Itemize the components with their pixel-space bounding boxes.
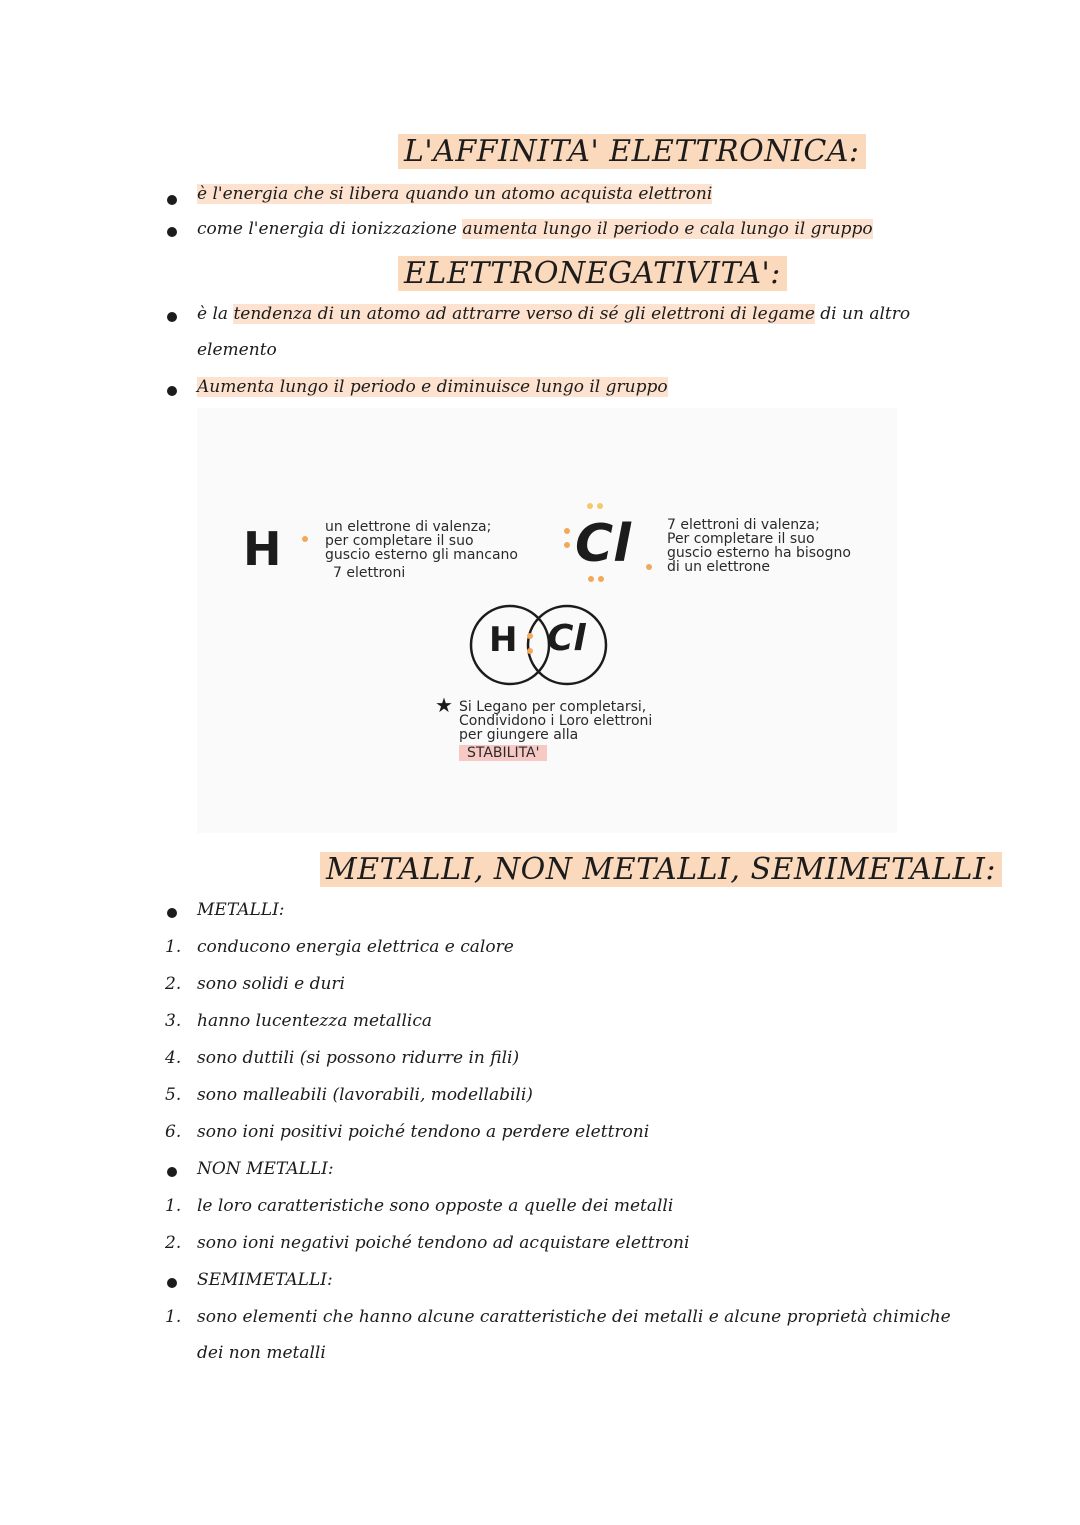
metals-label: METALLI: bbox=[197, 900, 285, 920]
cl-atom-symbol: Cl bbox=[575, 514, 631, 574]
bullet-dot bbox=[167, 1167, 177, 1177]
h-note bbox=[325, 520, 518, 580]
electron-dot bbox=[587, 503, 593, 509]
text-plain: come l'energia di ionizzazione bbox=[197, 219, 463, 239]
affinita-title: L'AFFINITA' ELETTRONICA: bbox=[398, 134, 866, 169]
note-line: 7 elettroni di valenza; bbox=[667, 517, 820, 533]
list-number: 3. bbox=[165, 1011, 182, 1031]
affinita-bullet-2 bbox=[197, 219, 873, 239]
bond-note bbox=[459, 700, 652, 761]
list-number: 4. bbox=[165, 1048, 182, 1068]
affinita-bullet-1 bbox=[197, 184, 712, 204]
elettronegativita-bullet-1 bbox=[197, 304, 910, 324]
metalli-title: METALLI, NON METALLI, SEMIMETALLI: bbox=[320, 852, 1002, 887]
semimetals-label: SEMIMETALLI: bbox=[197, 1270, 333, 1290]
list-number: 2. bbox=[165, 1233, 182, 1253]
hcl-bond-diagram bbox=[197, 408, 897, 833]
text-plain: è la bbox=[197, 304, 234, 324]
list-number: 1. bbox=[165, 1307, 182, 1327]
list-item: sono ioni negativi poiché tendono ad acquistare elettroni bbox=[197, 1233, 690, 1253]
elettronegativita-title: ELETTRONEGATIVITA': bbox=[398, 256, 787, 291]
electron-dot bbox=[588, 576, 594, 582]
bullet-dot bbox=[167, 1278, 177, 1288]
bullet-dot bbox=[167, 227, 177, 237]
bond-circles bbox=[465, 600, 615, 690]
stability-label: STABILITA' bbox=[459, 745, 547, 761]
note-line: 7 elettroni bbox=[333, 565, 406, 581]
h-atom-symbol: H bbox=[243, 522, 282, 576]
list-number: 2. bbox=[165, 974, 182, 994]
note-line: di un elettrone bbox=[667, 559, 771, 575]
list-item: sono ioni positivi poiché tendono a perdere elettroni bbox=[197, 1122, 650, 1142]
electron-dot bbox=[564, 542, 570, 548]
list-number: 1. bbox=[165, 1196, 182, 1216]
text-highlight: Aumenta lungo il periodo e diminuisce lungo il gruppo bbox=[197, 377, 668, 397]
list-number: 5. bbox=[165, 1085, 182, 1105]
bullet-dot bbox=[167, 195, 177, 205]
electron-dot bbox=[598, 576, 604, 582]
list-item: sono malleabili (lavorabili, modellabili) bbox=[197, 1085, 533, 1105]
note-line: Per completare il suo bbox=[667, 531, 815, 547]
list-item: le loro caratteristiche sono opposte a quelle dei metalli bbox=[197, 1196, 674, 1216]
elettronegativita-bullet-1-cont: elemento bbox=[197, 340, 277, 360]
note-line: Condividono i Loro elettroni bbox=[459, 713, 653, 729]
text-highlight: tendenza di un atomo ad attrarre verso di sé gli elettroni di legame bbox=[233, 304, 815, 324]
electron-dot bbox=[564, 528, 570, 534]
text-plain: di un altro bbox=[814, 304, 911, 324]
electron-dot bbox=[597, 503, 603, 509]
list-number: 6. bbox=[165, 1122, 182, 1142]
note-line: un elettrone di valenza; bbox=[325, 519, 492, 535]
list-item: sono elementi che hanno alcune caratteristiche dei metalli e alcune proprietà chimiche bbox=[197, 1307, 951, 1327]
list-item: hanno lucentezza metallica bbox=[197, 1011, 432, 1031]
list-item-cont: dei non metalli bbox=[197, 1343, 326, 1363]
shared-electron-dot bbox=[527, 633, 533, 639]
nonmetals-label: NON METALLI: bbox=[197, 1159, 334, 1179]
shared-electron-dot bbox=[527, 648, 533, 654]
note-line: guscio esterno gli mancano bbox=[325, 547, 518, 563]
bond-h-symbol: H bbox=[489, 620, 518, 660]
bullet-dot bbox=[167, 908, 177, 918]
note-line: Si Legano per completarsi, bbox=[459, 699, 647, 715]
valence-electron-dot bbox=[646, 564, 652, 570]
text-highlight: è l'energia che si libera quando un atomo acquista elettroni bbox=[197, 184, 713, 204]
text-highlight: aumenta lungo il periodo e cala lungo il gruppo bbox=[462, 219, 873, 239]
list-item: sono duttili (si possono ridurre in fili) bbox=[197, 1048, 520, 1068]
bullet-dot bbox=[167, 386, 177, 396]
note-line: guscio esterno ha bisogno bbox=[667, 545, 851, 561]
note-line: per giungere alla bbox=[459, 727, 579, 743]
bond-cl-symbol: Cl bbox=[547, 618, 586, 659]
cl-note bbox=[667, 518, 851, 574]
star-icon: ★ bbox=[435, 693, 453, 717]
valence-electron-dot bbox=[302, 536, 308, 542]
elettronegativita-bullet-2 bbox=[197, 377, 668, 397]
bullet-dot bbox=[167, 312, 177, 322]
list-item: sono solidi e duri bbox=[197, 974, 345, 994]
list-number: 1. bbox=[165, 937, 182, 957]
note-line: per completare il suo bbox=[325, 533, 474, 549]
list-item: conducono energia elettrica e calore bbox=[197, 937, 514, 957]
